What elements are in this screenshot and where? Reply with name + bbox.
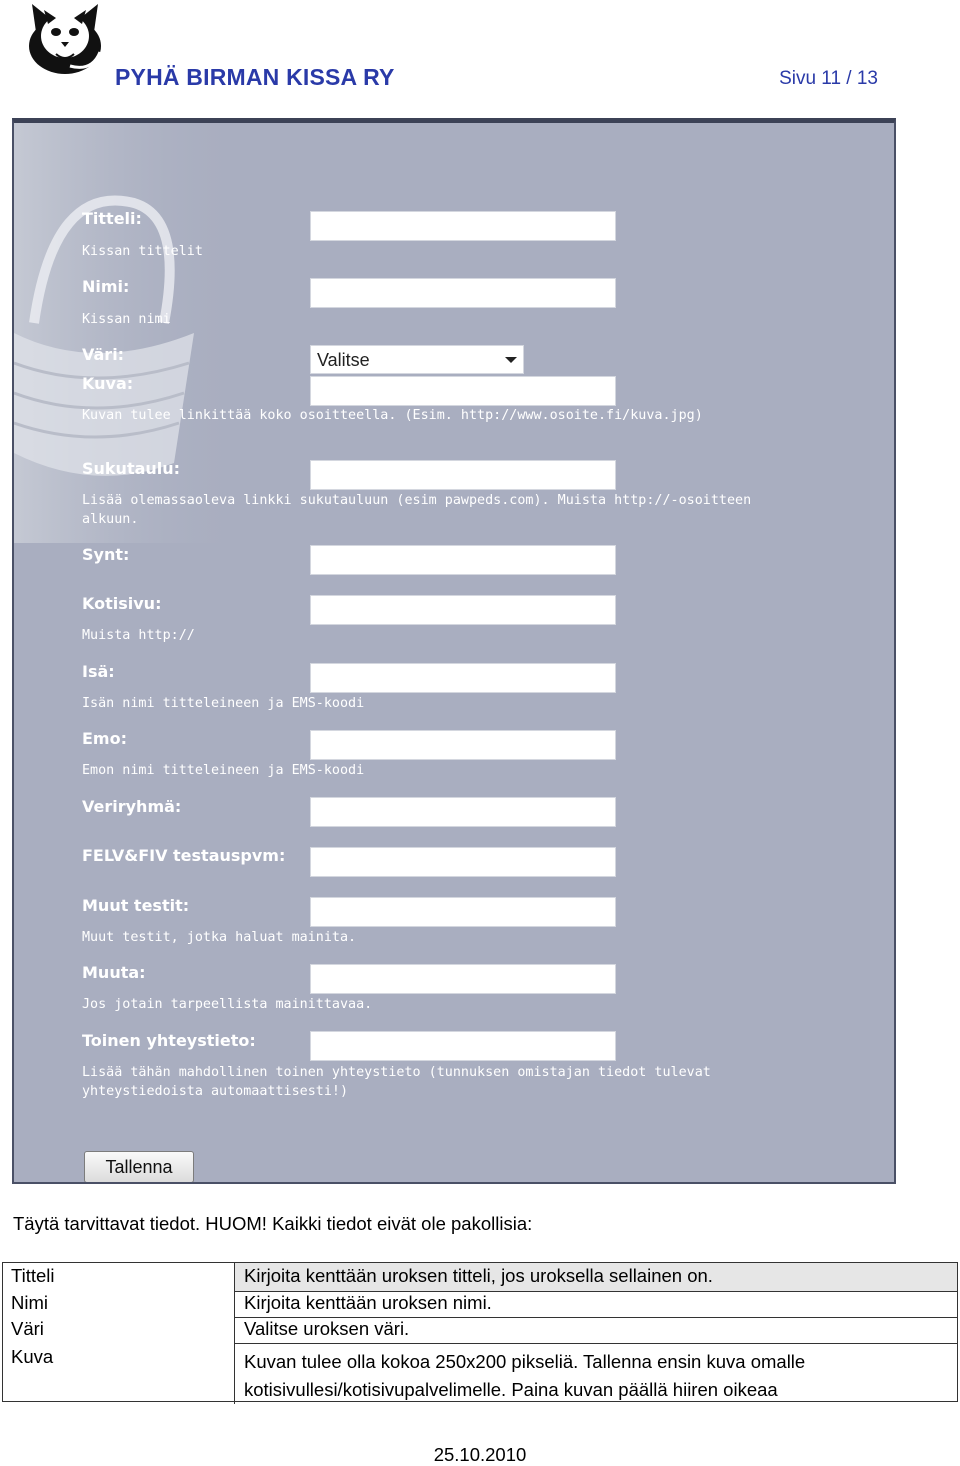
field-help-nimi: Kissan nimi — [82, 312, 171, 327]
field-help-kotisivu: Muista http:// — [82, 628, 195, 643]
field-label-felv-fiv: FELV&FIV testauspvm: — [82, 846, 286, 865]
table-term: Väri — [2, 1318, 235, 1344]
field-help-emo: Emon nimi titteleineen ja EMS-koodi — [82, 763, 365, 778]
toinen-yhteystieto-input[interactable] — [310, 1031, 616, 1061]
table-desc: Valitse uroksen väri. — [235, 1318, 959, 1344]
field-help-toinen-yhteystieto-line2: yhteystiedoista automaattisesti!) — [82, 1084, 349, 1099]
sukutaulu-input[interactable] — [310, 460, 616, 490]
chevron-down-icon — [505, 357, 517, 363]
field-help-titteli: Kissan tittelit — [82, 244, 203, 259]
form-screenshot — [12, 118, 896, 1184]
field-help-toinen-yhteystieto: Lisää tähän mahdollinen toinen yhteystieto (tunnuksen omistajan tiedot tulevat — [82, 1065, 711, 1080]
table-desc-line1: Kuvan tulee olla kokoa 250x200 pikseliä. Tallenna ensin kuva omalle — [244, 1351, 806, 1372]
field-label-kuva: Kuva: — [82, 374, 134, 393]
field-label-isa: Isä: — [82, 662, 115, 681]
field-label-veriryhma: Veriryhmä: — [82, 797, 182, 816]
field-label-synt: Synt: — [82, 545, 130, 564]
field-label-sukutaulu: Sukutaulu: — [82, 459, 181, 478]
table-row — [2, 1292, 958, 1318]
vari-select[interactable] — [310, 345, 524, 374]
isa-input[interactable] — [310, 663, 616, 693]
cat-logo-icon — [26, 2, 104, 76]
organization-title: PYHÄ BIRMAN KISSA RY — [115, 64, 395, 90]
field-label-vari: Väri: — [82, 345, 125, 364]
field-label-muuta: Muuta: — [82, 963, 146, 982]
titteli-input[interactable] — [310, 211, 616, 241]
muut-testit-input[interactable] — [310, 897, 616, 927]
field-label-titteli: Titteli: — [82, 209, 142, 228]
muuta-input[interactable] — [310, 964, 616, 994]
field-label-kotisivu: Kotisivu: — [82, 594, 162, 613]
vari-select-value: Valitse — [317, 350, 370, 370]
field-help-isa: Isän nimi titteleineen ja EMS-koodi — [82, 696, 365, 711]
save-button[interactable]: Tallenna — [84, 1151, 194, 1183]
table-row — [2, 1344, 958, 1405]
table-desc: Kirjoita kenttään uroksen titteli, jos uroksella sellainen on. — [235, 1263, 959, 1292]
table-desc — [235, 1344, 959, 1405]
field-help-sukutaulu: Lisää olemassaoleva linkki sukutauluun (esim pawpeds.com). Muista http://-osoitteen — [82, 493, 752, 508]
intro-text: Täytä tarvittavat tiedot. HUOM! Kaikki tiedot eivät ole pakollisia: — [13, 1213, 533, 1234]
field-help-kuva: Kuvan tulee linkittää koko osoitteella. (Esim. http://www.osoite.fi/kuva.jpg) — [82, 408, 703, 423]
table-term: Nimi — [2, 1292, 235, 1318]
table-term: Kuva — [2, 1344, 235, 1405]
synt-input[interactable] — [310, 545, 616, 575]
table-row — [2, 1263, 958, 1292]
field-label-muut-testit: Muut testit: — [82, 896, 190, 915]
kotisivu-input[interactable] — [310, 595, 616, 625]
basket-background-image — [14, 123, 244, 543]
table-desc-line2: kotisivullesi/kotisivupalvelimelle. Paina kuvan päällä hiiren oikeaa — [244, 1379, 778, 1400]
field-help-muut-testit: Muut testit, jotka haluat mainita. — [82, 930, 357, 945]
table-term: Titteli — [2, 1263, 235, 1292]
kuva-input[interactable] — [310, 376, 616, 406]
felv-fiv-input[interactable] — [310, 847, 616, 877]
table-desc: Kirjoita kenttään uroksen nimi. — [235, 1292, 959, 1318]
field-label-emo: Emo: — [82, 729, 127, 748]
field-help-muuta: Jos jotain tarpeellista mainittavaa. — [82, 997, 373, 1012]
nimi-input[interactable] — [310, 278, 616, 308]
page-number: Sivu 11 / 13 — [779, 68, 878, 89]
footer-date: 25.10.2010 — [433, 1444, 527, 1465]
veriryhma-input[interactable] — [310, 797, 616, 827]
field-instructions-table — [2, 1262, 958, 1404]
field-help-sukutaulu-line2: alkuun. — [82, 512, 139, 527]
field-label-toinen-yhteystieto: Toinen yhteystieto: — [82, 1031, 256, 1050]
table-row — [2, 1318, 958, 1344]
field-label-nimi: Nimi: — [82, 277, 130, 296]
emo-input[interactable] — [310, 730, 616, 760]
